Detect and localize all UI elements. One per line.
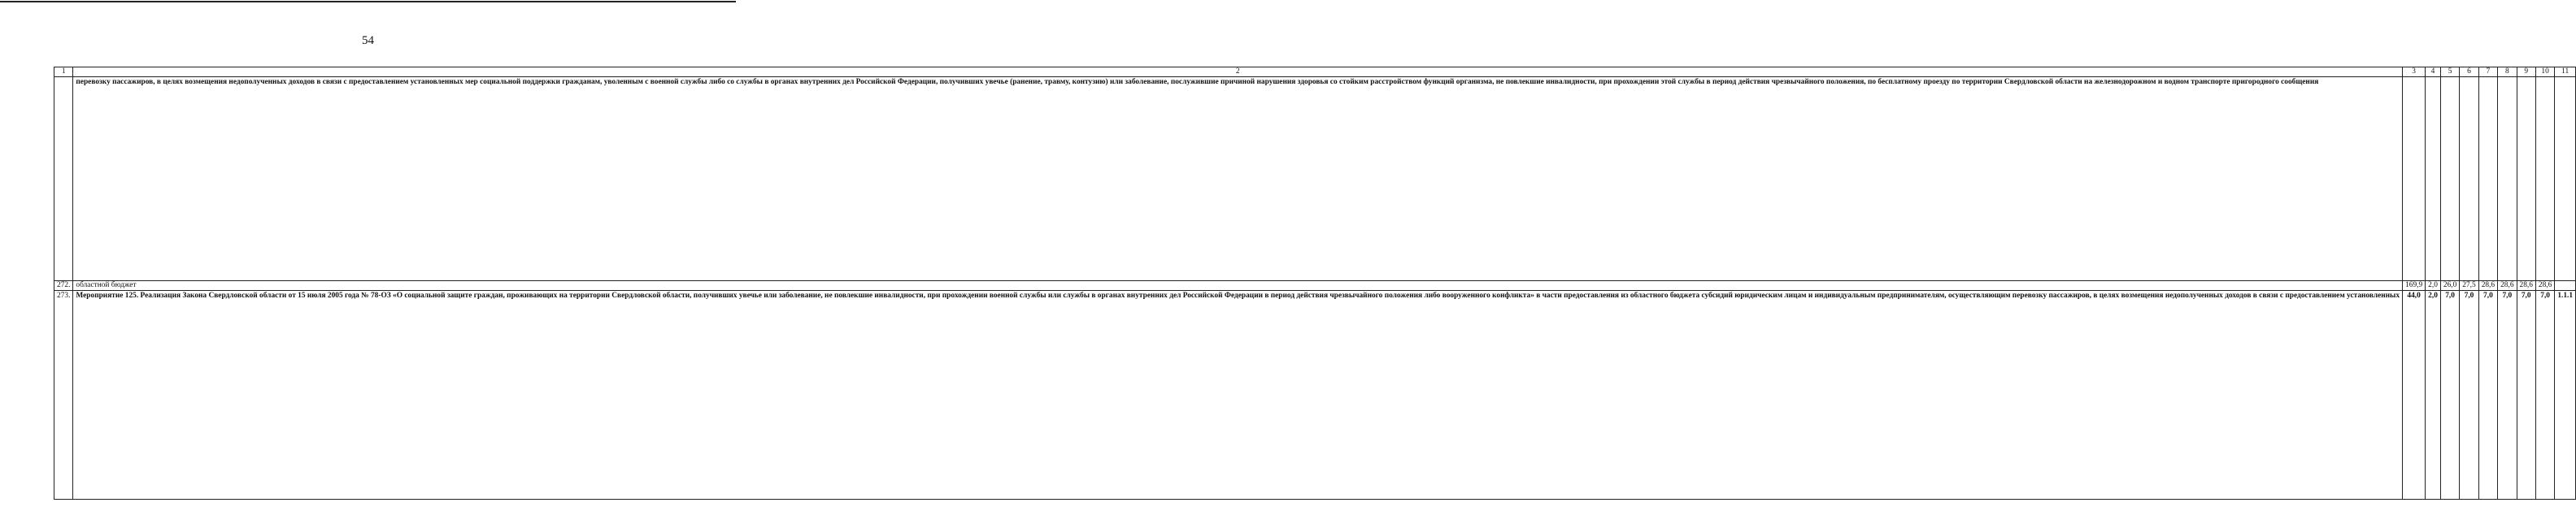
value-cell: 7,0 (2517, 291, 2535, 500)
value-cell: 28,6 (2535, 281, 2554, 291)
code-cell: 1.1.1 (2555, 291, 2576, 500)
code-cell (2555, 77, 2576, 281)
value-cell: 27,5 (2460, 281, 2478, 291)
header-cell: 1 (54, 67, 73, 77)
row-description: областной бюджет (73, 281, 2403, 291)
value-cell: 7,0 (2440, 291, 2459, 500)
page-number: 54 (362, 34, 374, 47)
value-cell: 7,0 (2498, 291, 2517, 500)
row-description: Мероприятие 125. Реализация Закона Свердловской области от 15 июля 2005 года № 78-ОЗ «О социальной защите граждан, проживающих на территории Свердловской области, получивших увечье или заболевание, не повлекшие инвалидности, при прохождении военной службы или службы в органах внутренних дел Российской Федерации в период действия чрезвычайного положения либо вооруженного конфликта» в части предоставления из областного бюджета субсидий юридическим лицам и индивидуальным предпринимателям, осуществляющим перевозку пассажиров, в целях возмещения недополученных доходов в связи с предоставлением установленных (73, 291, 2403, 500)
value-cell: 169,9 (2403, 281, 2426, 291)
top-border-line (0, 1, 736, 2)
budget-table (54, 67, 2576, 500)
header-cell: 5 (2440, 67, 2459, 77)
value-cell: 2,0 (2426, 291, 2441, 500)
header-cell: 10 (2535, 67, 2554, 77)
value-cell: 44,0 (2403, 291, 2426, 500)
table-row (54, 77, 2576, 281)
value-cell (2440, 77, 2459, 281)
table-row (54, 281, 2576, 291)
value-cell: 7,0 (2478, 291, 2497, 500)
value-cell: 28,6 (2478, 281, 2497, 291)
value-cell: 28,6 (2498, 281, 2517, 291)
value-cell: 7,0 (2535, 291, 2554, 500)
value-cell (2478, 77, 2497, 281)
row-number: 272. (54, 281, 73, 291)
table-row (54, 291, 2576, 500)
row-number (54, 77, 73, 281)
header-cell: 11 (2555, 67, 2576, 77)
value-cell (2535, 77, 2554, 281)
header-cell: 2 (73, 67, 2403, 77)
value-cell: 28,6 (2517, 281, 2535, 291)
header-cell: 8 (2498, 67, 2517, 77)
value-cell (2426, 77, 2441, 281)
value-cell (2517, 77, 2535, 281)
value-cell: 7,0 (2460, 291, 2478, 500)
row-number: 273. (54, 291, 73, 500)
header-cell: 6 (2460, 67, 2478, 77)
header-cell: 9 (2517, 67, 2535, 77)
header-row (54, 67, 2576, 77)
value-cell (2460, 77, 2478, 281)
header-cell: 7 (2478, 67, 2497, 77)
header-cell: 4 (2426, 67, 2441, 77)
value-cell: 26,0 (2440, 281, 2459, 291)
value-cell (2498, 77, 2517, 281)
value-cell (2403, 77, 2426, 281)
header-cell: 3 (2403, 67, 2426, 77)
code-cell (2555, 281, 2576, 291)
value-cell: 2,0 (2426, 281, 2441, 291)
row-description: перевозку пассажиров, в целях возмещения недополученных доходов в связи с предоставлением установленных мер социальной поддержки гражданам, уволенным с военной службы либо со службы в органах внутренних дел Российской Федерации, получивших увечье (ранение, травму, контузию) или заболевание, послужившие причиной нарушения здоровья со стойким расстройством функций организма, не повлекшие инвалидности, при прохождении этой службы в период действия чрезвычайного положения, по бесплатному проезду по территории Свердловской области на железнодорожном и водном транспорте пригородного сообщения (73, 77, 2403, 281)
